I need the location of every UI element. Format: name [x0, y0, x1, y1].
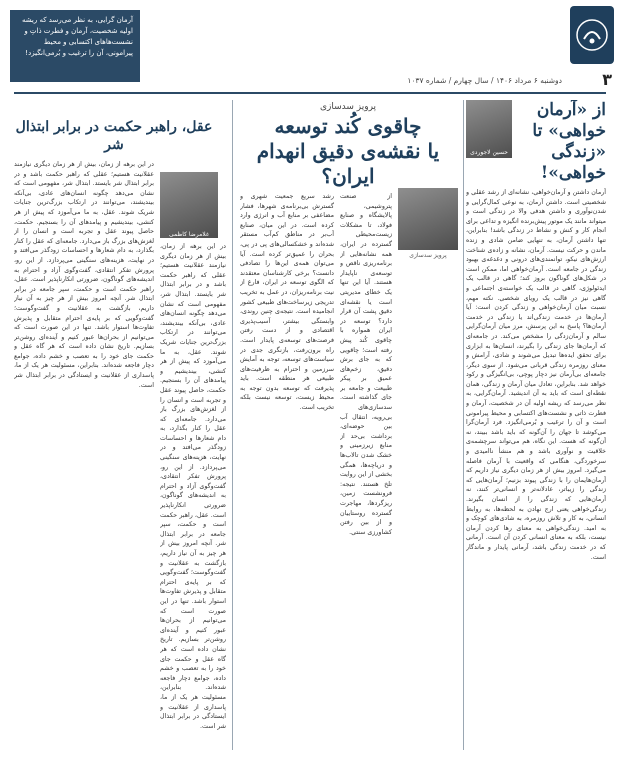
middle-article-col-right [340, 192, 392, 756]
column-separator [463, 100, 464, 750]
middle-article-kicker: پرویز سدسازی [319, 102, 377, 112]
left-author-caption: غلامرضا کاظمی [169, 231, 210, 238]
left-article-body: در این برهه از زمان، بیش از هر زمان دیگری نیازمند عقلانیت هستیم؛ عقلی که راهبر حکمت باشد و در برابر ابتذال شر بایستد. ابتذال شر، مفهومی است که نشان می‌دهد چگونه انسان‌های عادی، بی‌آنکه بیندیشند، می‌توانند در ارتکاب بزرگ‌ترین جنایات شریک شوند. عقل، به ما می‌آموزد که پیش از هر کنشی، بیندیشیم و پیامدهای آن را بسنجیم. حکمت، حاصل پیوند عقل و تجربه است و انسان را از لغزش‌های بزرگ باز می‌دارد. جامعه‌ای که عقل را کنار بگذارد، به دام شعارها و احساسات زودگذر می‌افتد و در نهایت، هزینه‌های سنگینی می‌پردازد. از این رو، پرورش تفکر انتقادی، گفت‌وگوی آزاد و احترام به اندیشه‌های گوناگون، ضرورتی انکارناپذیر است. عقل، راهبر حکمت است و حکمت، سپر جامعه در برابر ابتذال شر. آنچه امروز بیش از هر چیز به آن نیاز داریم، بازگشت به عقلانیت و گفت‌وگوست؛ گفت‌وگویی که بر پایه‌ی احترام متقابل و پذیرش تفاوت‌ها استوار باشد. تنها در این صورت است که می‌توانیم از بحران‌ها عبور کنیم و آینده‌ای روشن‌تر بسازیم. تاریخ نشان داده است که هر گاه عقل و حکمت جای خود را به تعصب و خشم داده، جوامع دچار فاجعه شده‌اند. بنابراین، مسئولیت هر یک از ما، پاسداری از عقلانیت و ایستادگی در برابر ابتذال شر است. [14, 161, 154, 389]
right-article [466, 100, 606, 756]
middle-col-left-text: رشد سریع جمعیت شهری و گسترش بی‌برنامه‌ی شهرها، فشار مضاعفی بر منابع آب و انرژی وارد کرده است. در این میان، صنایع آب‌بر در مناطق کم‌آب مستقر شده‌اند و خشکسالی‌های پی در پی، بحران را عمیق‌تر کرده است. آیا می‌توان همه‌ی این‌ها را تصادفی دانست؟ برخی کارشناسان معتقدند که الگوی توسعه در ایران، فارغ از نیت برنامه‌ریزان، در عمل به تخریب تدریجی زیرساخت‌های طبیعی کشور انجامیده است. نتیجه‌ی چنین روندی، وابستگی بیشتر، آسیب‌پذیری اقتصادی و از دست رفتن فرصت‌های توسعه‌ی پایدار است. راه برون‌رفت، بازنگری جدی در سیاست‌های توسعه، توجه به آمایش سرزمین و احترام به ظرفیت‌های طبیعی هر منطقه است. باید پذیرفت که توسعه بدون توجه به محیط زیست، توسعه نیست بلکه تخریب است. [240, 193, 334, 412]
left-article-col-left [14, 160, 154, 756]
right-article-title: از «آرمان خواهی» تا «زندگی خواهی»! [532, 100, 606, 183]
page-number: ۳ [602, 70, 612, 89]
left-article-title: عقل، راهبر حکمت در برابر ابتذال شر [15, 119, 213, 153]
middle-article-title-line1: چاقوی کُند توسعه [274, 114, 422, 138]
right-author-caption: حسین لاجوردی [470, 149, 508, 157]
page-header [0, 0, 620, 95]
issue-date-line: دوشنبه ۶ مرداد ۱۴۰۶ / سال چهارم / شماره ۱۰۳۷ [407, 76, 562, 85]
pull-quote-box: آرمان گرایی، به نظر می‌رسد که ریشه اولیه شخصیت، آرمان و فطرت ذاتِ و نشست‌ها‌های اکتسابی و محیط پیرامونی، آن را ترغیب و بُرمی‌انگیزد! [10, 10, 140, 82]
middle-article-headline [238, 100, 458, 186]
middle-author-photo [398, 188, 458, 250]
right-author-photo [466, 100, 512, 158]
left-author-photo [160, 172, 218, 238]
left-article-body-continued: در این برهه از زمان، بیش از هر زمان دیگری نیازمند عقلانیت هستیم؛ عقلی که راهبر حکمت باشد و در برابر ابتذال شر بایستد. ابتذال شر، مفهومی است که نشان می‌دهد چگونه انسان‌های عادی، بی‌آنکه بیندیشند، می‌توانند در ارتکاب بزرگ‌ترین جنایات شریک شوند. عقل، به ما می‌آموزد که پیش از هر کنشی، بیندیشیم و پیامدهای آن را بسنجیم. حکمت، حاصل پیوند عقل و تجربه است و انسان را از لغزش‌های بزرگ باز می‌دارد. جامعه‌ای که عقل را کنار بگذارد، به دام شعارها و احساسات زودگذر می‌افتد و در نهایت، هزینه‌های سنگینی می‌پردازد. از این رو، پرورش تفکر انتقادی، گفت‌وگوی آزاد و احترام به اندیشه‌های گوناگون، ضرورتی انکارناپذیر است. عقل، راهبر حکمت است و حکمت، سپر جامعه در برابر ابتذال شر. آنچه امروز بیش از هر چیز به آن نیاز داریم، بازگشت به عقلانیت و گفت‌وگوست؛ گفت‌وگویی که بر پایه‌ی احترام متقابل و پذیرش تفاوت‌ها استوار باشد. تنها در این صورت است که می‌توانیم از بحران‌ها عبور کنیم و آینده‌ای روشن‌تر بسازیم. تاریخ نشان داده است که هر گاه عقل و حکمت جای خود را به تعصب و خشم داده، جوامع دچار فاجعه شده‌اند. بنابراین، مسئولیت هر یک از ما، پاسداری از عقلانیت و ایستادگی در برابر ابتذال شر است. [160, 243, 226, 730]
header-divider [14, 92, 606, 94]
middle-article-title-line2: یا نقشه‌ی دقیق انهدام ایران؟ [256, 139, 440, 188]
left-article-col-right [160, 242, 226, 756]
column-separator [232, 100, 233, 750]
newspaper-logo [570, 6, 614, 64]
right-article-body: آرمان داشتن و آرمان‌خواهی، نشانه‌ای از رشد عقلی و شخصیتی است. داشتن آرمان، به نوعی کمال‌گرایی و شدن‌نوآوری و داشتن هدفی والا در زندگی است و میتواند مانند یک موتور پیش‌برنده انگیزه و تداعی برای انجام کار و کنش و نشاط در زندگی باشد! بنابراین، تنها داشتن آرمان، به تنهایی ضامن شادی و زنده ماندن و حرکت نیست. آرمان، نشانه و زاده‌ی شناخت ارزش‌های نیکو، توانمندی‌های درونی و دغدغه‌ی بهبود زندگی در جامعه است. آرمان‌خواهی اما، ممکن است در شکل‌های گوناگون بروز کند؛ گاهی در قالب یک ایدئولوژی، گاهی در قالب یک خواسته‌ی اجتماعی و گاهی نیز در قالب یک رویای شخصی. نکته مهم، نسبت میان آرمان‌خواهی و زندگی کردن است: آیا آرمان‌ها در خدمت زندگی‌اند یا زندگی در خدمت آرمان‌ها؟ پاسخ به این پرسش، مرز میان آرمان‌گرایی سالم و آرمان‌زدگی را مشخص می‌کند. در جامعه‌ای که آرمان‌ها جای زندگی را بگیرند، انسان‌ها به ابزاری برای تحقق ایده‌ها تبدیل می‌شوند و شادی، آرامش و معنای روزمره زندگی قربانی می‌شود. از سوی دیگر، جامعه‌ای بی‌آرمان نیز دچار پوچی، بی‌انگیزگی و رکود خواهد شد. بنابراین، تعادل میان آرمان و زندگی، همان نقطه‌ای است که باید به آن اندیشید. آرمان‌گرایی، به نظر می‌رسد که ریشه اولیه آن در شخصیت، آرمان و فطرت ذاتی و نشست‌های اکتسابی و محیط پیرامونی است و آن را ترغیب و بُرمی‌انگیزد. فرد آرمان‌گرا می‌کوشد تا جهان را آن‌گونه که باید باشد ببیند، نه آن‌گونه که هست. این نگاه، هم می‌تواند سرچشمه‌ی خلاقیت و نوآوری باشد و هم منشأ ناامیدی و سرخوردگی، هنگامی که واقعیت با آرمان فاصله می‌گیرد. امروز بیش از هر زمان دیگری نیاز داریم که آرمان‌هایمان را با زندگی پیوند بزنیم؛ آرمان‌هایی که زندگی را زیباتر، عادلانه‌تر و انسانی‌تر کنند، نه آرمان‌هایی که زندگی را از انسان بگیرند. زندگی‌خواهی یعنی ارج نهادن به لحظه‌ها، به روابط انسانی، به کار و تلاش روزمره، به شادی‌های کوچک و به امید. زندگی‌خواهی به معنای رها کردن آرمان نیست، بلکه به معنای انسانی کردن آن است. آرمانی که در خدمت زندگی باشد، آرمانی پایدار و ماندگار است. [466, 189, 606, 561]
middle-photo-caption: پرویز سدسازی [409, 252, 447, 259]
logo-emblem-icon [574, 17, 610, 53]
middle-article-col-left [240, 192, 334, 756]
middle-col-right-text: از صنعت پتروشیمی، پالایشگاه و صنایع فولاد، تا مشکلات زیست‌محیطی گسترده در ایران، همه نشانه‌هایی از برنامه‌ریزی ناقص و توسعه‌ی ناپایدار هستند. آیا این تنها یک خطای مدیریتی است یا نقشه‌ای دقیق پشت آن قرار دارد؟ توسعه در ایران همواره با چاقوی کُند پیش رفته است؛ چاقویی که به جای برش دقیق، زخم‌های عمیق بر پیکر طبیعت و جامعه بر جای گذاشته است. سدسازی‌های بی‌رویه، انتقال آب بین حوضه‌ای، برداشت بی‌حد از منابع زیرزمینی و خشک شدن تالاب‌ها و دریاچه‌ها، همگی بخشی از این روایت تلخ هستند. نتیجه: فرونشست زمین، ریزگردها، مهاجرت گسترده روستاییان و از بین رفتن کشاورزی سنتی. [340, 193, 392, 536]
